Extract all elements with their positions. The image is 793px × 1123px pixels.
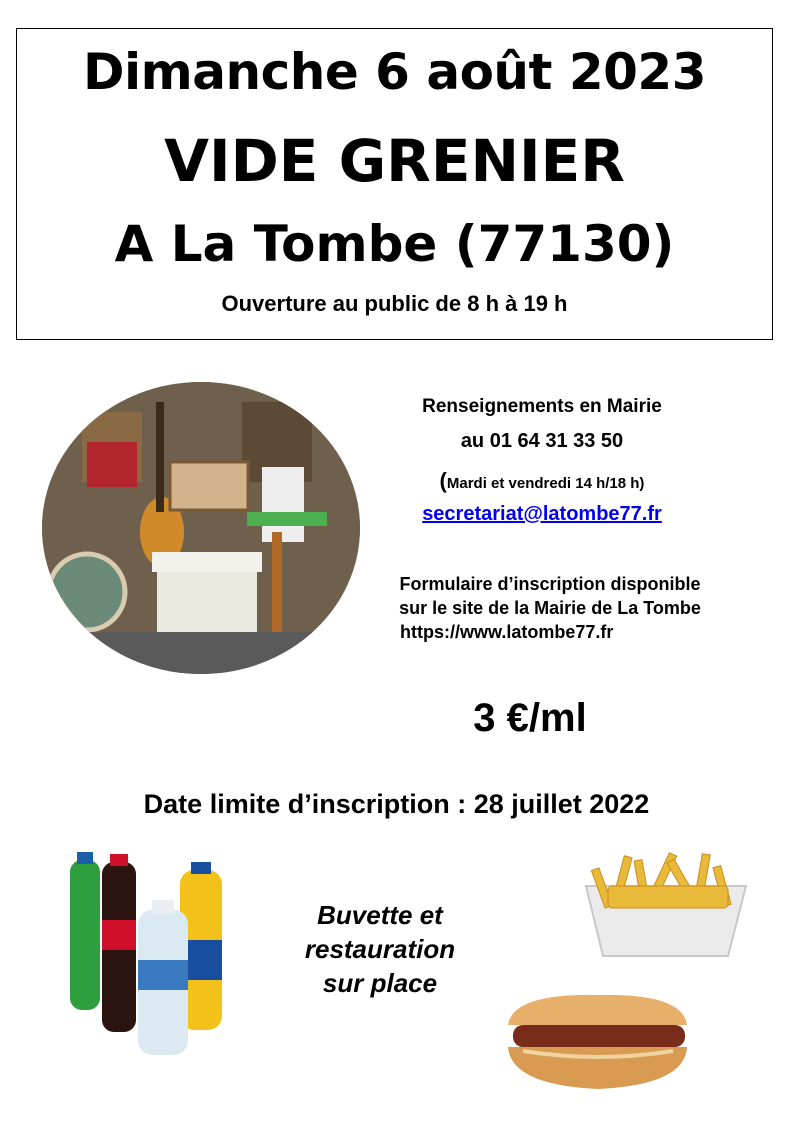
office-hours-text: Mardi et vendredi 14 h/18 h) bbox=[446, 475, 645, 492]
paren-open: ( bbox=[439, 468, 447, 493]
buvette-line-1: Buvette et bbox=[317, 900, 443, 930]
email-link[interactable]: secretariat@latombe77.fr bbox=[422, 503, 662, 525]
flea-market-illustration bbox=[42, 382, 360, 674]
form-line-1: Formulaire d’inscription disponible bbox=[399, 574, 701, 594]
event-place: A La Tombe (77130) bbox=[114, 215, 675, 273]
sausage-sandwich-image bbox=[503, 985, 691, 1093]
registration-deadline: Date limite d’inscription : 28 juillet 2022 bbox=[143, 789, 650, 819]
header-box bbox=[16, 28, 773, 340]
website-url: https://www.latombe77.fr bbox=[400, 622, 614, 642]
info-mairie: Renseignements en Mairie bbox=[422, 396, 662, 417]
event-date: Dimanche 6 août 2023 bbox=[83, 43, 706, 101]
event-title: VIDE GRENIER bbox=[164, 127, 625, 195]
buvette-line-2: restauration bbox=[304, 934, 456, 964]
info-phone: au 01 64 31 33 50 bbox=[460, 430, 624, 452]
buvette-line-3: sur place bbox=[322, 968, 438, 998]
price: 3 €/ml bbox=[473, 696, 587, 740]
opening-hours: Ouverture au public de 8 h à 19 h bbox=[221, 291, 568, 316]
drink-bottles-image bbox=[60, 850, 250, 1065]
fries-image bbox=[578, 846, 753, 964]
info-office-hours bbox=[370, 468, 714, 494]
form-line-2: sur le site de la Mairie de La Tombe bbox=[399, 598, 701, 618]
flea-market-photo bbox=[42, 382, 360, 674]
